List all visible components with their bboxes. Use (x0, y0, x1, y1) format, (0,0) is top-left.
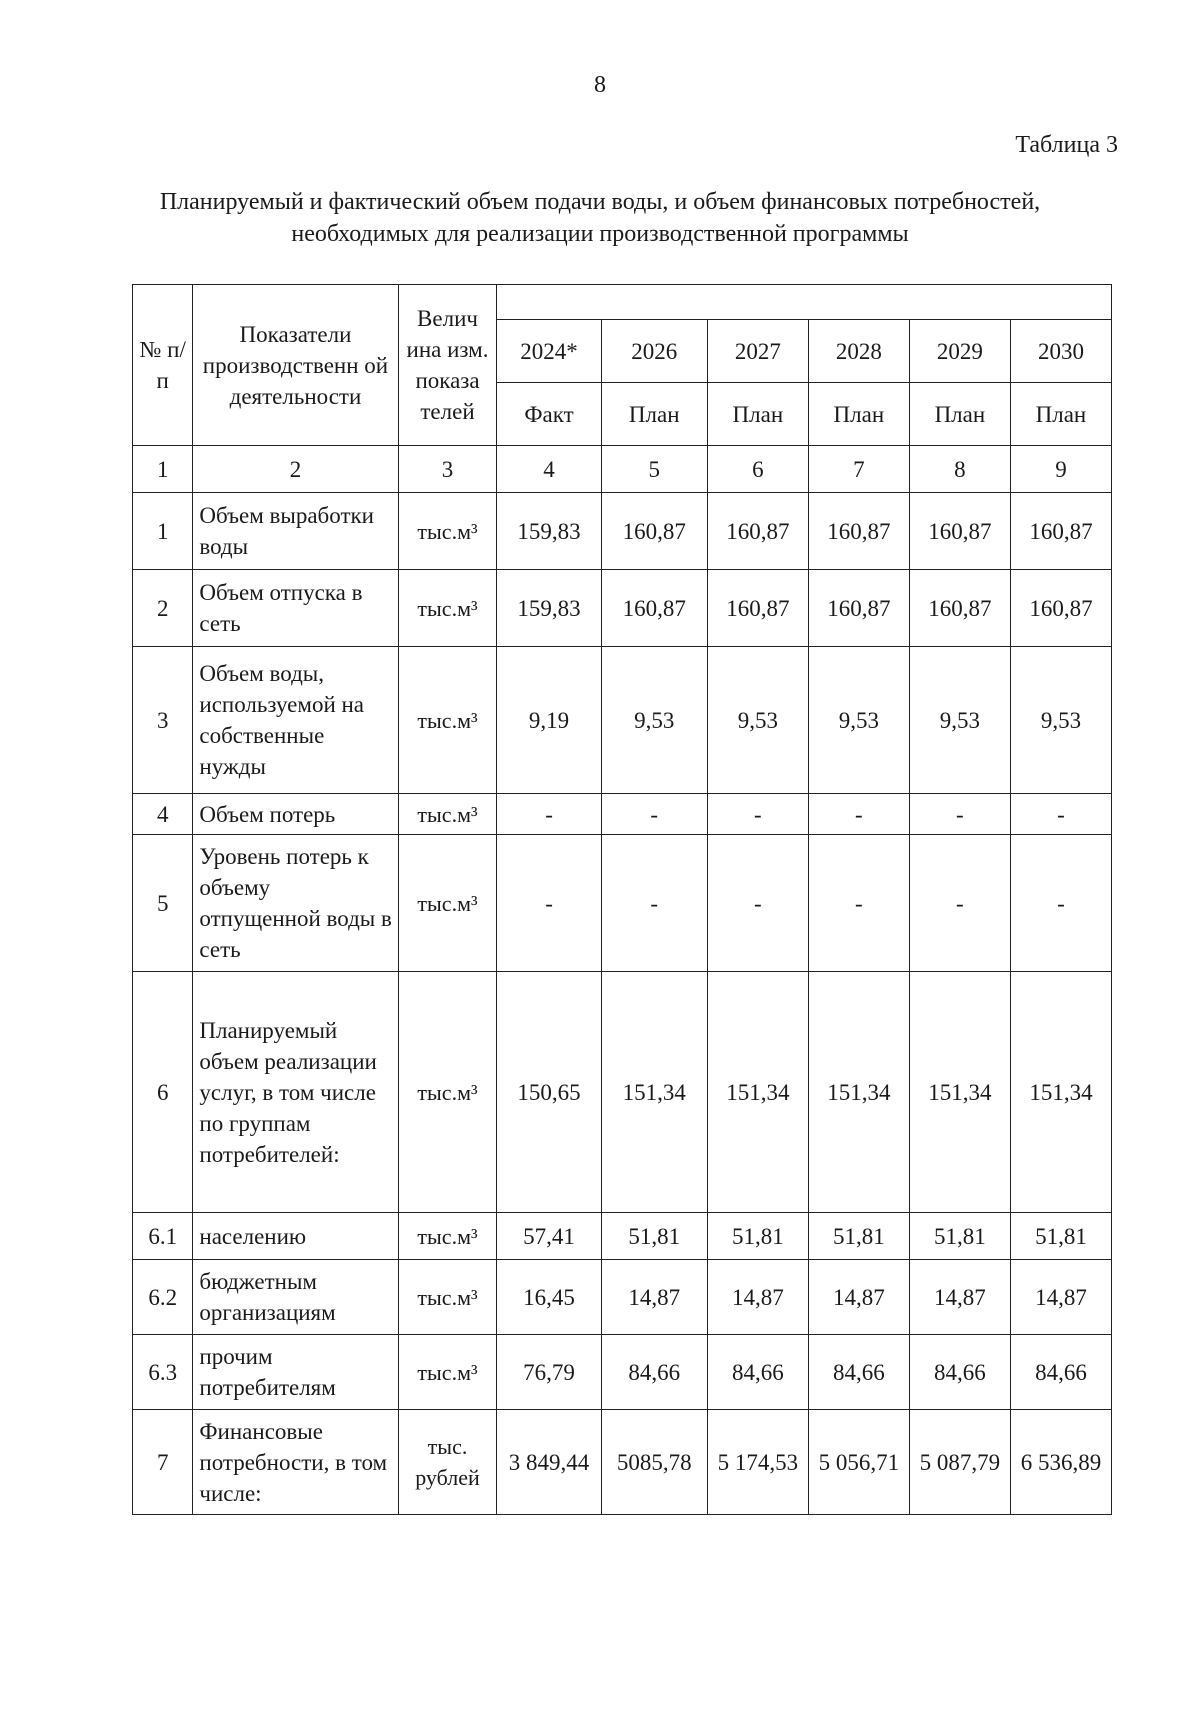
row-value: 51,81 (707, 1213, 808, 1260)
row-number: 1 (133, 493, 193, 570)
row-unit: тыс.м³ (398, 1260, 497, 1335)
row-indicator: Объем отпуска в сеть (193, 570, 398, 647)
row-value: 151,34 (909, 972, 1010, 1213)
column-index: 1 (133, 446, 193, 493)
row-number: 6.2 (133, 1260, 193, 1335)
column-index: 5 (601, 446, 707, 493)
row-value: 51,81 (808, 1213, 909, 1260)
row-unit: тыс.м³ (398, 794, 497, 835)
column-index: 7 (808, 446, 909, 493)
row-indicator: Финансовые потребности, в том числе: (193, 1410, 398, 1515)
row-number: 6 (133, 972, 193, 1213)
row-value: 51,81 (601, 1213, 707, 1260)
row-value: 51,81 (1010, 1213, 1111, 1260)
row-value: 9,53 (707, 647, 808, 794)
row-value: 84,66 (808, 1335, 909, 1410)
header-status: План (601, 383, 707, 446)
table-row (133, 972, 1112, 1213)
row-value: 84,66 (601, 1335, 707, 1410)
row-value: 151,34 (707, 972, 808, 1213)
header-status: План (909, 383, 1010, 446)
row-value: 9,53 (601, 647, 707, 794)
column-index: 9 (1010, 446, 1111, 493)
header-num: № п/ п (133, 285, 193, 446)
row-value: 160,87 (707, 570, 808, 647)
header-status: Факт (497, 383, 601, 446)
table-row (133, 1410, 1112, 1515)
row-value: 84,66 (1010, 1335, 1111, 1410)
row-value: - (707, 794, 808, 835)
row-value: 151,34 (601, 972, 707, 1213)
row-value: 6 536,89 (1010, 1410, 1111, 1515)
row-value: 14,87 (1010, 1260, 1111, 1335)
row-unit: тыс.м³ (398, 1213, 497, 1260)
row-value: 9,53 (1010, 647, 1111, 794)
row-value: - (497, 835, 601, 972)
row-value: 84,66 (909, 1335, 1010, 1410)
row-indicator: Объем потерь (193, 794, 398, 835)
row-value: 57,41 (497, 1213, 601, 1260)
row-value: 160,87 (707, 493, 808, 570)
row-indicator: Уровень потерь к объему отпущенной воды в сеть (193, 835, 398, 972)
row-value: 160,87 (601, 493, 707, 570)
table-row (133, 835, 1112, 972)
row-unit: тыс.м³ (398, 647, 497, 794)
row-value: - (909, 794, 1010, 835)
row-value: 5085,78 (601, 1410, 707, 1515)
row-value: 151,34 (808, 972, 909, 1213)
header-unit: Велич ина изм. показа телей (398, 285, 497, 446)
row-value: 150,65 (497, 972, 601, 1213)
row-value: 159,83 (497, 493, 601, 570)
row-number: 4 (133, 794, 193, 835)
column-index: 3 (398, 446, 497, 493)
header-year: 2030 (1010, 320, 1111, 383)
production-program-table (132, 284, 1112, 1515)
header-year: 2027 (707, 320, 808, 383)
row-number: 5 (133, 835, 193, 972)
table-row (133, 1213, 1112, 1260)
row-indicator: Объем воды, используемой на собственные нужды (193, 647, 398, 794)
header-year: 2026 (601, 320, 707, 383)
row-value: 51,81 (909, 1213, 1010, 1260)
row-value: 160,87 (1010, 570, 1111, 647)
row-value: - (497, 794, 601, 835)
row-value: 160,87 (909, 493, 1010, 570)
row-value: 5 174,53 (707, 1410, 808, 1515)
table-row (133, 493, 1112, 570)
row-value: 14,87 (707, 1260, 808, 1335)
header-year: 2028 (808, 320, 909, 383)
row-indicator: Объем выработки воды (193, 493, 398, 570)
row-value: 160,87 (808, 493, 909, 570)
row-number: 6.1 (133, 1213, 193, 1260)
row-value: 14,87 (808, 1260, 909, 1335)
header-years-group (497, 285, 1112, 320)
row-number: 6.3 (133, 1335, 193, 1410)
row-value: 14,87 (909, 1260, 1010, 1335)
header-year: 2029 (909, 320, 1010, 383)
row-value: - (808, 794, 909, 835)
column-index: 4 (497, 446, 601, 493)
row-unit: тыс.м³ (398, 1335, 497, 1410)
header-status: План (707, 383, 808, 446)
row-unit: тыс. рублей (398, 1410, 497, 1515)
table-row (133, 647, 1112, 794)
row-value: - (1010, 835, 1111, 972)
row-value: 151,34 (1010, 972, 1111, 1213)
table-row (133, 1260, 1112, 1335)
table-row (133, 570, 1112, 647)
row-value: 9,53 (909, 647, 1010, 794)
row-value: 160,87 (808, 570, 909, 647)
row-unit: тыс.м³ (398, 493, 497, 570)
row-value: 9,53 (808, 647, 909, 794)
row-value: 14,87 (601, 1260, 707, 1335)
column-index: 8 (909, 446, 1010, 493)
row-indicator: прочим потребителям (193, 1335, 398, 1410)
row-number: 7 (133, 1410, 193, 1515)
row-number: 3 (133, 647, 193, 794)
page-number: 8 (594, 72, 606, 98)
row-number: 2 (133, 570, 193, 647)
header-indicator: Показатели производственн ой деятельности (193, 285, 398, 446)
row-value: 76,79 (497, 1335, 601, 1410)
row-value: 16,45 (497, 1260, 601, 1335)
column-index: 2 (193, 446, 398, 493)
row-value: 5 056,71 (808, 1410, 909, 1515)
row-unit: тыс.м³ (398, 835, 497, 972)
row-value: 160,87 (601, 570, 707, 647)
row-value: - (909, 835, 1010, 972)
row-value: - (1010, 794, 1111, 835)
row-value: 84,66 (707, 1335, 808, 1410)
header-status: План (808, 383, 909, 446)
table-label: Таблица 3 (1015, 132, 1118, 158)
table-row (133, 794, 1112, 835)
header-status: План (1010, 383, 1111, 446)
row-indicator: Планируемый объем реализации услуг, в том числе по группам потребителей: (193, 972, 398, 1213)
row-value: - (808, 835, 909, 972)
row-unit: тыс.м³ (398, 972, 497, 1213)
row-value: 9,19 (497, 647, 601, 794)
row-value: 5 087,79 (909, 1410, 1010, 1515)
column-index: 6 (707, 446, 808, 493)
row-value: 3 849,44 (497, 1410, 601, 1515)
row-value: - (601, 835, 707, 972)
row-value: - (707, 835, 808, 972)
row-value: 159,83 (497, 570, 601, 647)
row-indicator: бюджетным организациям (193, 1260, 398, 1335)
table-title: Планируемый и фактический объем подачи воды, и объем финансовых потребностей, необходимых для реализации производственной программы (159, 189, 1041, 247)
row-value: - (601, 794, 707, 835)
row-value: 160,87 (909, 570, 1010, 647)
row-indicator: населению (193, 1213, 398, 1260)
header-year: 2024* (497, 320, 601, 383)
row-value: 160,87 (1010, 493, 1111, 570)
row-unit: тыс.м³ (398, 570, 497, 647)
table-row (133, 1335, 1112, 1410)
